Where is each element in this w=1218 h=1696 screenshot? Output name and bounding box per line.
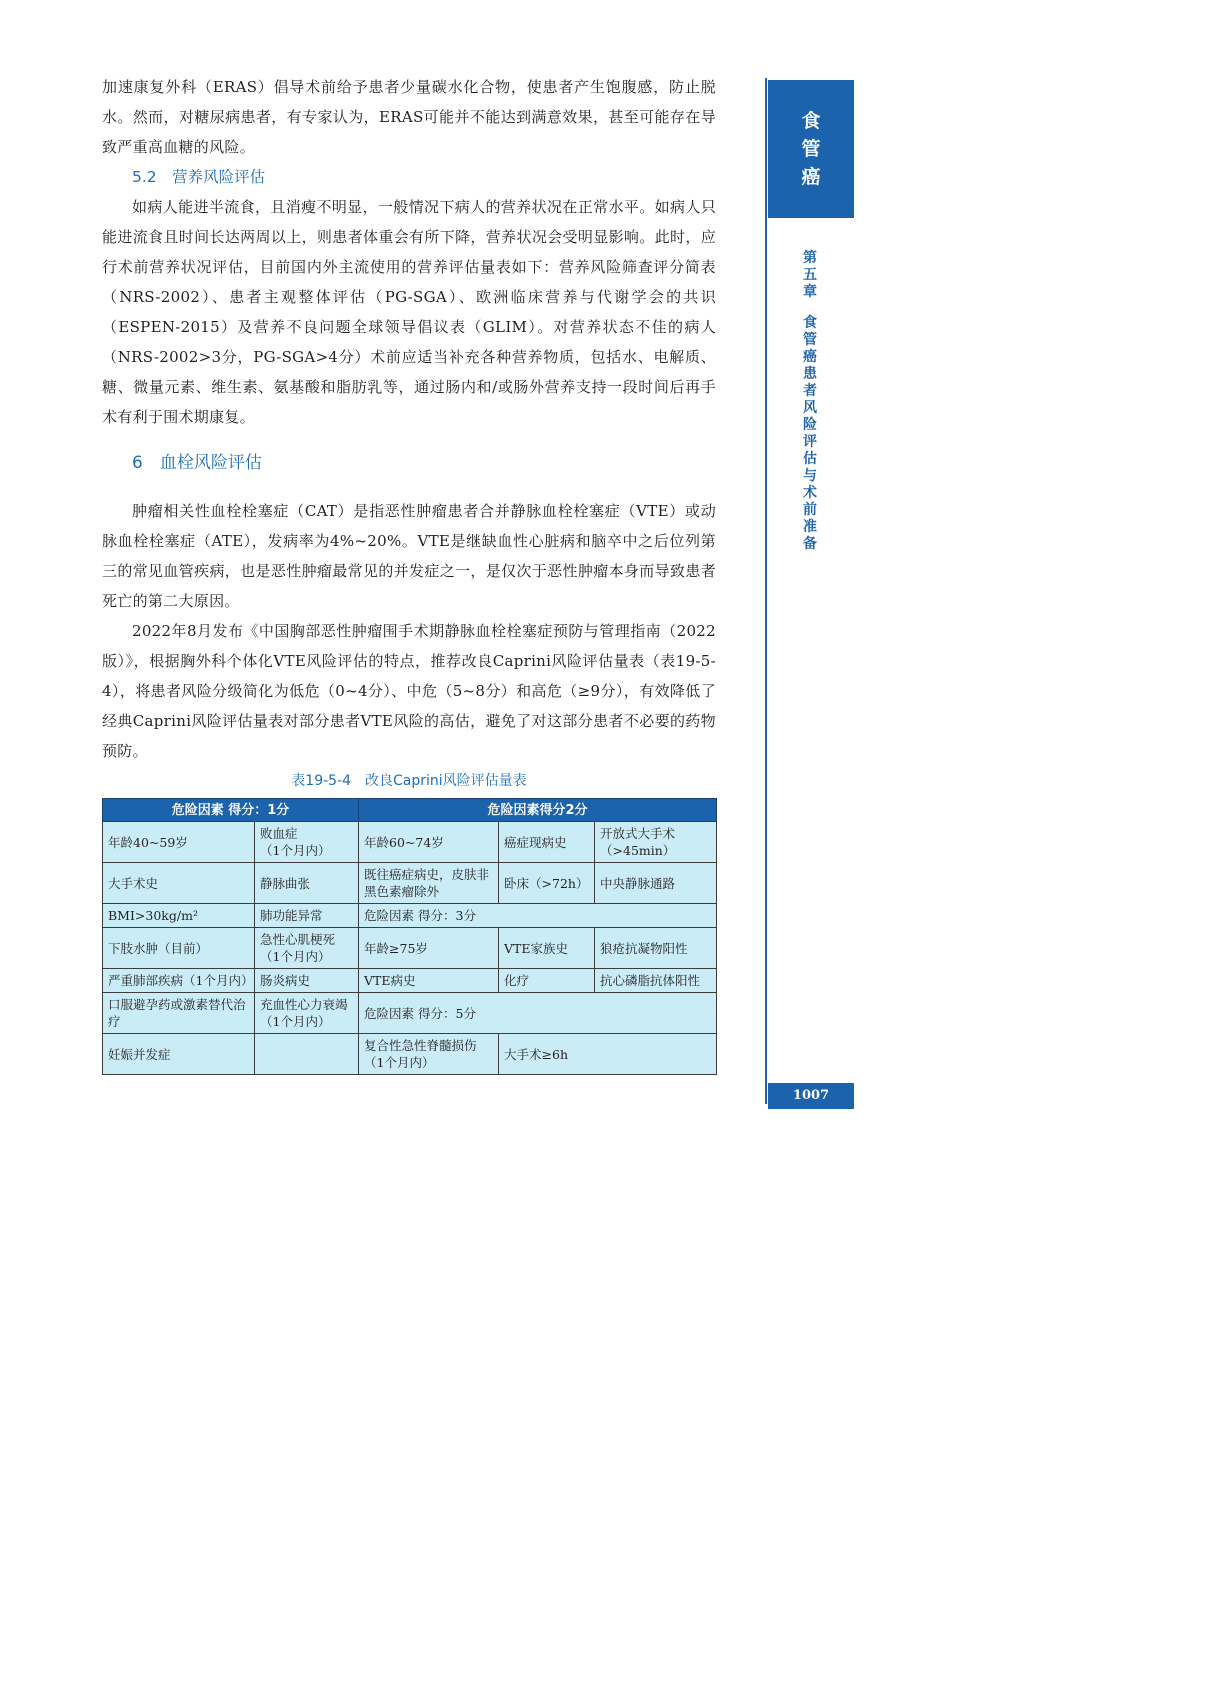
table-cell [255, 822, 359, 863]
table-cell: 静脉曲张 [255, 863, 359, 904]
book-title-tab [768, 80, 854, 218]
chapter-char: 管 [803, 332, 817, 348]
table-row [103, 1034, 717, 1075]
para-nutrition: 如病人能进半流食，且消瘦不明显，一般情况下病人的营养状况在正常水平。如病人只能进流食且时间长达两周以上，则患者体重会有所下降，营养状况会受明显影响。此时，应行术前营养状况评估，目前国内外主流使用的营养评估量表如下：营养风险筛查评分简表（NRS-2002）、患者主观整体评估（PG-SGA）、欧洲临床营养与代谢学会的共识（ESPEN-2015）及营养不良问题全球领导倡议表（GLIM）。对营养状态不佳的病人（NRS-2002>3分，PG-SGA>4分）术前应适当补充各种营养物质，包括水、电解质、糖、微量元素、维生素、氨基酸和脂肪乳等，通过肠内和/或肠外营养支持一段时间后再手术有利于围术期康复。 [102, 198, 716, 426]
cell-text: 急性心肌梗死 （1个月内） [260, 932, 336, 964]
table-cell [255, 1034, 359, 1075]
header-score-1: 危险因素 得分：1分 [103, 799, 359, 822]
para-thrombosis-a: 肿瘤相关性血栓栓塞症（CAT）是指恶性肿瘤患者合并静脉血栓栓塞症（VTE）或动脉血栓栓塞症（ATE），发病率为4%~20%。VTE是继缺血性心脏病和脑卒中之后位列第三的常见血管疾病，也是恶性肿瘤最常见的并发症之一，是仅次于恶性肿瘤本身而导致患者死亡的第二大原因。 [102, 502, 716, 610]
table-row [103, 863, 717, 904]
chapter-char: 备 [803, 536, 817, 552]
chapter-char: 五 [803, 267, 817, 283]
table-cell: 大手术≥6h [499, 1034, 717, 1075]
chapter-char: 术 [803, 485, 817, 501]
chapter-char: 与 [803, 468, 817, 484]
book-title-char: 食 [801, 110, 821, 132]
chapter-char: 估 [803, 451, 817, 467]
chapter-char: 者 [803, 383, 817, 399]
table-cell [255, 928, 359, 969]
table-cell: 下肢水肿（目前） [103, 928, 255, 969]
table-cell: 卧床（>72h） [499, 863, 595, 904]
book-title-char: 管 [801, 138, 821, 160]
chapter-char: 癌 [803, 349, 817, 365]
table-cell: VTE家族史 [499, 928, 595, 969]
table-cell: 年龄60~74岁 [359, 822, 499, 863]
para-intro: 加速康复外科（ERAS）倡导术前给予患者少量碳水化合物，使患者产生饱腹感，防止脱水。然而，对糖尿病患者，有专家认为，ERAS可能并不能达到满意效果，甚至可能存在导致严重高血糖的风险。 [102, 78, 716, 156]
cell-text: 败血症 （1个月内） [260, 826, 331, 858]
header-score-2: 危险因素得分2分 [359, 799, 717, 822]
table-cell: 严重肺部疾病（1个月内） [103, 969, 255, 993]
table-row [103, 969, 717, 993]
table-cell: 妊娠并发症 [103, 1034, 255, 1075]
table-cell: 年龄40~59岁 [103, 822, 255, 863]
table-subheader-score-5: 危险因素 得分：5分 [359, 993, 717, 1034]
table-cell: 既往癌症病史，皮肤非黑色素瘤除外 [359, 863, 499, 904]
chapter-char: 前 [803, 502, 817, 518]
table-cell: 抗心磷脂抗体阳性 [595, 969, 717, 993]
para-thrombosis-b: 2022年8月发布《中国胸部恶性肿瘤围手术期静脉血栓栓塞症预防与管理指南（2022版）》，根据胸外科个体化VTE风险评估的特点，推荐改良Caprini风险评估量表（表19-5-4），将患者风险分级简化为低危（0~4分）、中危（5~8分）和高危（≥9分），有效降低了经典Caprini风险评估量表对部分患者VTE风险的高估，避免了对这部分患者不必要的药物预防。 [102, 622, 716, 760]
table-caption: 表19-5-4 改良Caprini风险评估量表 [291, 773, 527, 789]
chapter-char: 准 [803, 519, 817, 535]
chapter-char: 患 [803, 366, 817, 382]
table-row [103, 993, 717, 1034]
section-5-2-title: 5.2 营养风险评估 [132, 168, 266, 186]
chapter-running-title [799, 250, 821, 553]
chapter-char: 章 [803, 284, 817, 300]
cell-text: 充血性心力衰竭 （1个月内） [260, 997, 348, 1029]
section-6-title: 6 血栓风险评估 [132, 453, 262, 473]
table-cell: BMI>30kg/m² [103, 904, 255, 928]
table-row [103, 904, 717, 928]
table-cell [255, 993, 359, 1034]
book-title-char: 癌 [801, 166, 821, 188]
table-cell [359, 1034, 499, 1075]
table-cell: 开放式大手术（>45min） [595, 822, 717, 863]
table-subheader-score-3: 危险因素 得分：3分 [359, 904, 717, 928]
chapter-char: 风 [803, 400, 817, 416]
table-cell: 中央静脉通路 [595, 863, 717, 904]
table-cell: 肺功能异常 [255, 904, 359, 928]
table-cell: 癌症现病史 [499, 822, 595, 863]
chapter-char: 第 [803, 250, 817, 266]
page-content [102, 72, 716, 1075]
table-cell: 狼疮抗凝物阳性 [595, 928, 717, 969]
table-row [103, 822, 717, 863]
table-cell: 年龄≥75岁 [359, 928, 499, 969]
cell-text: 复合性急性脊髓损伤 （1个月内） [364, 1038, 477, 1070]
chapter-char: 食 [803, 315, 817, 331]
table-cell: 化疗 [499, 969, 595, 993]
table-cell: 口服避孕药或激素替代治疗 [103, 993, 255, 1034]
table-cell: 肠炎病史 [255, 969, 359, 993]
margin-rule [765, 78, 767, 1104]
page-number: 1007 [768, 1083, 854, 1109]
chapter-char: 险 [803, 417, 817, 433]
table-cell: 大手术史 [103, 863, 255, 904]
table-header-row [103, 799, 717, 822]
chapter-char: 评 [803, 434, 817, 450]
table-cell: VTE病史 [359, 969, 499, 993]
caprini-table [102, 798, 717, 1075]
table-row [103, 928, 717, 969]
